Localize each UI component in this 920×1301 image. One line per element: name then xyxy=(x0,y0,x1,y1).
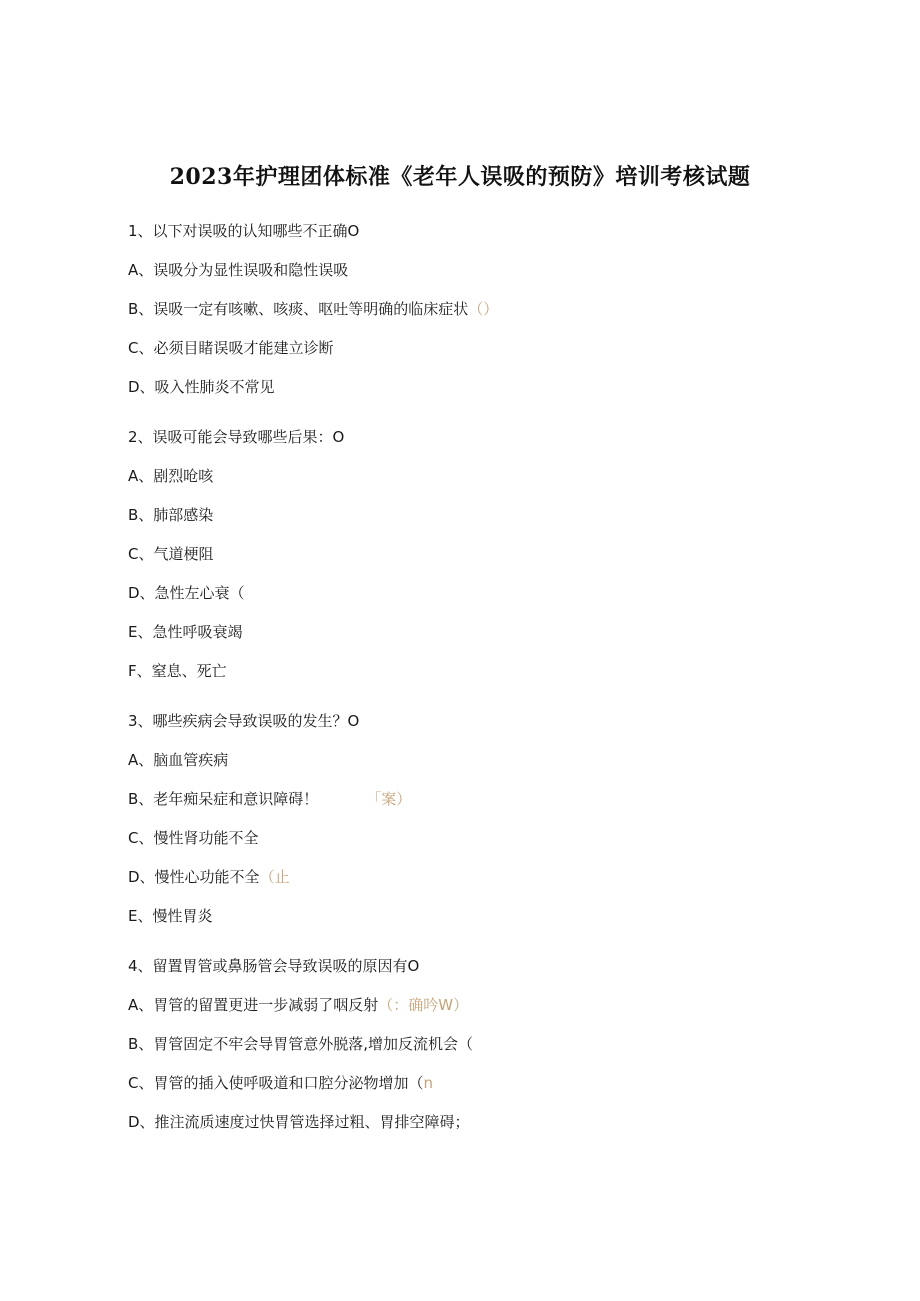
question-4-stem: 4、留置胃管或鼻肠管会导致误吸的原因有O xyxy=(128,957,420,975)
question-2-option-a: A、剧烈呛咳 xyxy=(128,467,214,485)
question-2-option-b: B、肺部感染 xyxy=(128,506,214,524)
question-2-stem: 2、误吸可能会导致哪些后果：O xyxy=(128,428,345,446)
question-1-stem: 1、以下对误吸的认知哪些不正确O xyxy=(128,222,360,240)
question-2-option-c: C、气道梗阻 xyxy=(128,545,214,563)
option-text: A、胃管的留置更进一步减弱了咽反射 xyxy=(128,996,379,1014)
question-4-option-a xyxy=(128,995,468,1015)
question-1-option-b xyxy=(128,299,498,319)
question-3-option-c: C、慢性肾功能不全 xyxy=(128,829,259,847)
question-3-option-a: A、脑血管疾病 xyxy=(128,751,229,769)
question-2-option-e: E、急性呼吸衰竭 xyxy=(128,623,243,641)
answer-mark: （：确吟W） xyxy=(378,996,469,1014)
question-1-option-d: D、吸入性肺炎不常见 xyxy=(128,378,275,396)
question-3-option-b xyxy=(128,789,411,809)
question-3-option-e: E、慢性胃炎 xyxy=(128,907,213,925)
option-text: D、慢性心功能不全 xyxy=(128,868,260,886)
answer-mark: （） xyxy=(468,300,499,318)
question-4-option-b: B、胃管固定不牢会导胃管意外脱落,增加反流机会（ xyxy=(128,1035,474,1053)
question-3-option-d xyxy=(128,867,290,887)
answer-mark: n xyxy=(423,1074,433,1092)
option-text: B、误吸一定有咳嗽、咳痰、呕吐等明确的临床症状 xyxy=(128,300,469,318)
question-1-option-a: A、误吸分为显性误吸和隐性误吸 xyxy=(128,261,349,279)
answer-mark: （止 xyxy=(259,868,290,886)
question-4-option-d: D、推注流质速度过快胃管选择过粗、胃排空障碍； xyxy=(128,1113,470,1131)
page-title: 2023年护理团体标准《老年人误吸的预防》培训考核试题 xyxy=(169,164,751,190)
question-4-option-c xyxy=(128,1073,433,1093)
option-text: B、老年痴呆症和意识障碍！ xyxy=(128,790,319,808)
question-2-option-d: D、急性左心衰（ xyxy=(128,584,245,602)
option-text: C、胃管的插入使呼吸道和口腔分泌物增加（ xyxy=(128,1074,424,1092)
question-2-option-f: F、窒息、死亡 xyxy=(128,662,227,680)
answer-mark: 「案） xyxy=(366,790,412,808)
question-1-option-c: C、必须目睹误吸才能建立诊断 xyxy=(128,339,334,357)
question-3-stem: 3、哪些疾病会导致误吸的发生？O xyxy=(128,712,360,730)
